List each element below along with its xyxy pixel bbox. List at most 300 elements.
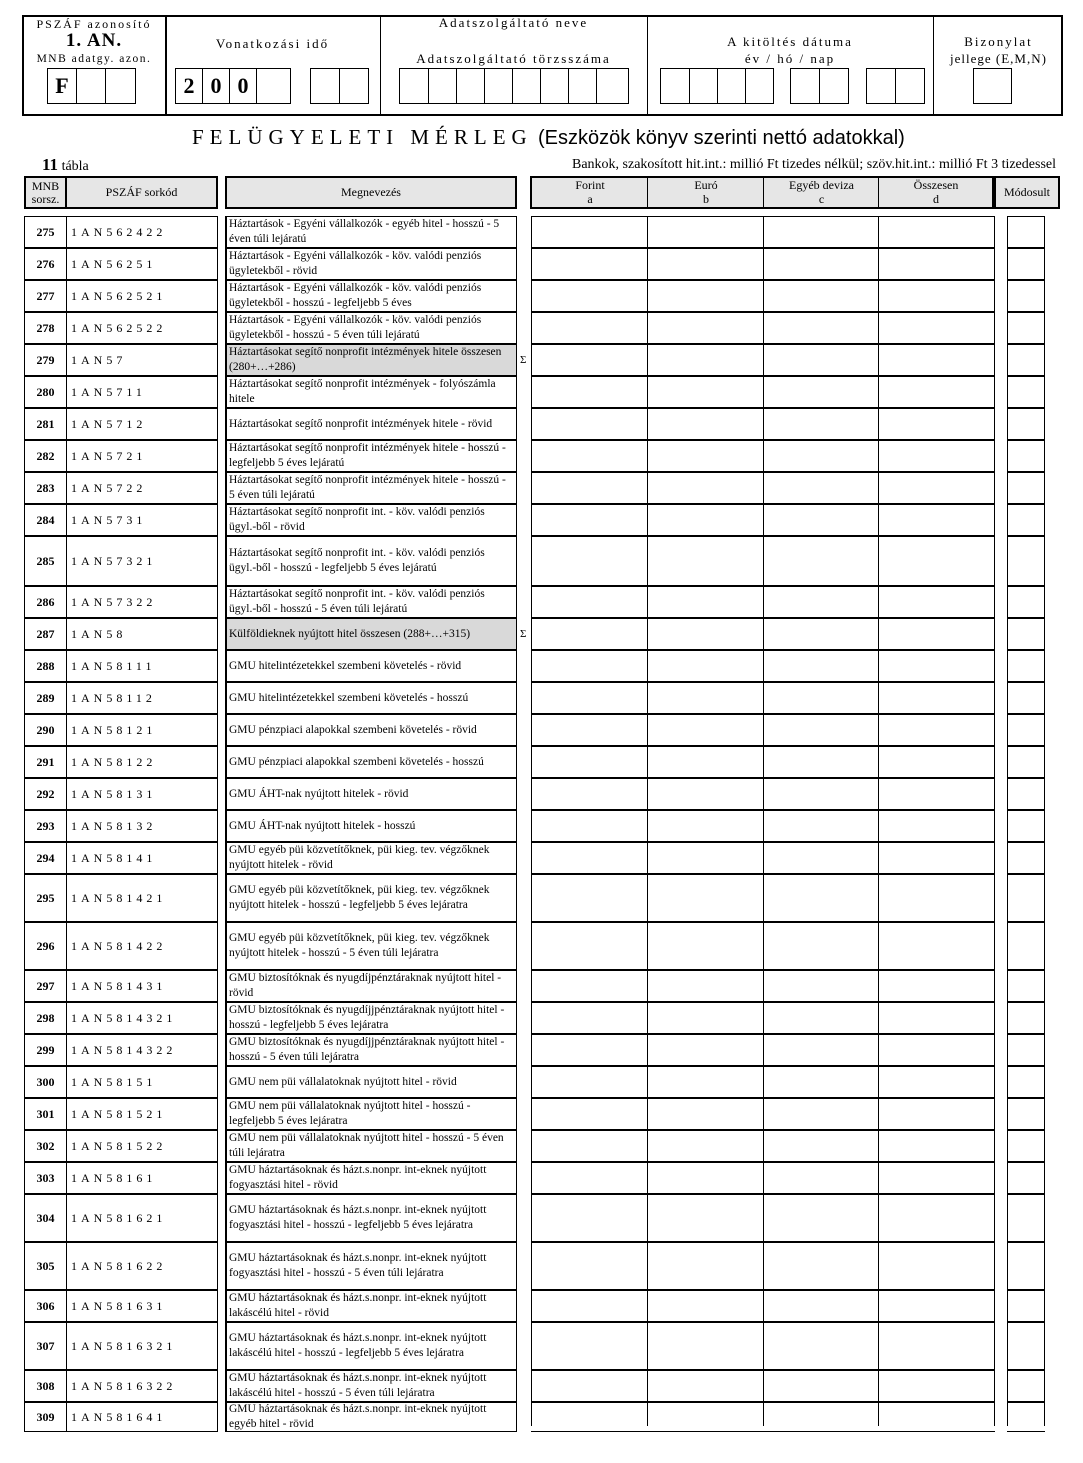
value-cell-egyeb[interactable]: [763, 586, 879, 618]
value-cell-euro[interactable]: [647, 1162, 764, 1194]
value-cell-osszesen[interactable]: [878, 1402, 995, 1432]
row-description: Háztartásokat segítő nonprofit int. - köv. valódi penziós ügyl.-ből - hosszú - 5 éven túli lejáratú: [225, 586, 517, 618]
value-cell-euro[interactable]: [647, 810, 764, 842]
value-cell-modosult[interactable]: [1007, 408, 1045, 440]
value-cell-forint[interactable]: [531, 312, 648, 344]
value-cell-modosult[interactable]: [1007, 1066, 1045, 1098]
value-cell-egyeb[interactable]: [763, 746, 879, 778]
value-cell-euro[interactable]: [647, 1098, 764, 1130]
mnb-box-2[interactable]: [76, 68, 106, 104]
row-number: 298: [24, 1002, 66, 1034]
value-cell-egyeb[interactable]: [763, 922, 879, 970]
value-cell-egyeb[interactable]: [763, 248, 879, 280]
value-cell-egyeb[interactable]: [763, 280, 879, 312]
value-cell-euro[interactable]: [647, 874, 764, 922]
table-row: [0, 746, 1083, 778]
value-cell-forint[interactable]: [531, 970, 648, 1002]
value-cell-osszesen[interactable]: [878, 440, 995, 472]
value-cell-osszesen[interactable]: [878, 1242, 995, 1290]
col-megnevezes-header: Megnevezés: [225, 176, 517, 209]
value-cell-forint[interactable]: [531, 1370, 648, 1402]
col-pszaf-header: PSZÁF sorkód: [66, 176, 218, 209]
value-cell-egyeb[interactable]: [763, 1002, 879, 1034]
value-cell-osszesen[interactable]: [878, 746, 995, 778]
unit-note: Bankok, szakosított hit.int.: millió Ft tizedes nélkül; szöv.hit.int.: millió Ft 3 tizedessel: [571, 157, 1056, 172]
col-mnb-header: MNB sorsz.: [24, 176, 66, 209]
value-cell-osszesen[interactable]: [878, 280, 995, 312]
row-number: 300: [24, 1066, 66, 1098]
value-cell-osszesen[interactable]: [878, 344, 995, 376]
value-cell-euro[interactable]: [647, 1242, 764, 1290]
col-egyeb-header: Egyéb deviza c: [789, 178, 854, 206]
value-cell-modosult[interactable]: [1007, 922, 1045, 970]
row-number: 297: [24, 970, 66, 1002]
value-cell-osszesen[interactable]: [878, 842, 995, 874]
value-cell-modosult[interactable]: [1007, 1098, 1045, 1130]
row-description: GMU nem püi vállalatoknak nyújtott hitel - hosszú - legfeljebb 5 éves lejáratra: [225, 1098, 517, 1130]
row-code: 1AN562521: [66, 280, 218, 312]
value-cell-osszesen[interactable]: [878, 618, 995, 650]
row-code: 1AN581521: [66, 1098, 218, 1130]
row-description: GMU pénzpiaci alapokkal szembeni követelés - hosszú: [225, 746, 517, 778]
value-cell-modosult[interactable]: [1007, 536, 1045, 586]
row-description: Külföldieknek nyújtott hitel összesen (288+…+315): [225, 618, 517, 650]
year-box-4[interactable]: [256, 68, 291, 104]
adatszolgaltato-torzsszama: Adatszolgáltató törzsszáma: [416, 51, 611, 66]
value-cell-osszesen[interactable]: [878, 586, 995, 618]
value-cell-euro[interactable]: [647, 1130, 764, 1162]
date-year-box-1[interactable]: [660, 68, 690, 104]
date-year-box-4[interactable]: [745, 68, 774, 104]
value-cell-egyeb[interactable]: [763, 504, 879, 536]
value-cell-egyeb[interactable]: [763, 1402, 879, 1432]
row-code: 1AN58131: [66, 778, 218, 810]
torzsszam-box-7[interactable]: [568, 68, 597, 104]
value-cell-forint[interactable]: [531, 1322, 648, 1370]
value-cell-osszesen[interactable]: [878, 1194, 995, 1242]
value-cell-osszesen[interactable]: [878, 504, 995, 536]
value-cell-osszesen[interactable]: [878, 1322, 995, 1370]
value-cell-forint[interactable]: [531, 746, 648, 778]
value-cell-forint[interactable]: [531, 810, 648, 842]
value-cell-modosult[interactable]: [1007, 618, 1045, 650]
value-cell-osszesen[interactable]: [878, 376, 995, 408]
row-code: 1AN58141: [66, 842, 218, 874]
value-cell-forint[interactable]: [531, 714, 648, 746]
value-cell-forint[interactable]: [531, 1290, 648, 1322]
value-cell-forint[interactable]: [531, 778, 648, 810]
torzsszam-box-6[interactable]: [540, 68, 569, 104]
row-description: GMU egyéb püi közvetítőknek, püi kieg. tev. végzőknek nyújtott hitelek - hosszú - legfeljebb 5 éves lejáratra: [225, 874, 517, 922]
row-code: 1AN5712: [66, 408, 218, 440]
row-code: 1AN581522: [66, 1130, 218, 1162]
table-row: [0, 280, 1083, 312]
value-cell-egyeb[interactable]: [763, 1098, 879, 1130]
value-cell-modosult[interactable]: [1007, 970, 1045, 1002]
table-row: [0, 1002, 1083, 1034]
row-code: 1AN58111: [66, 650, 218, 682]
table-row: [0, 536, 1083, 586]
value-cell-egyeb[interactable]: [763, 714, 879, 746]
row-code: 1AN581422: [66, 922, 218, 970]
header-divider-3: [647, 15, 648, 116]
row-number: 295: [24, 874, 66, 922]
value-cell-osszesen[interactable]: [878, 408, 995, 440]
header-divider-4: [933, 15, 934, 116]
row-number: 278: [24, 312, 66, 344]
month-box-1[interactable]: [310, 68, 340, 104]
value-cell-modosult[interactable]: [1007, 472, 1045, 504]
row-code: 1AN5816321: [66, 1322, 218, 1370]
value-cell-egyeb[interactable]: [763, 1130, 879, 1162]
value-cell-euro[interactable]: [647, 618, 764, 650]
kitoltes-sub: év / hó / nap: [744, 51, 836, 66]
row-code: 1AN5711: [66, 376, 218, 408]
value-cell-modosult[interactable]: [1007, 714, 1045, 746]
table-row: [0, 970, 1083, 1002]
value-cell-egyeb[interactable]: [763, 472, 879, 504]
value-cell-forint[interactable]: [531, 1098, 648, 1130]
value-cell-forint[interactable]: [531, 1242, 648, 1290]
value-cell-modosult[interactable]: [1007, 248, 1045, 280]
date-month-box-1[interactable]: [790, 68, 820, 104]
value-cell-modosult[interactable]: [1007, 1370, 1045, 1402]
value-cell-osszesen[interactable]: [878, 536, 995, 586]
mnb-label: MNB adatgy. azon.: [36, 53, 152, 65]
value-cell-egyeb[interactable]: [763, 1162, 879, 1194]
value-cell-modosult[interactable]: [1007, 1162, 1045, 1194]
row-number: 279: [24, 344, 66, 376]
value-cell-modosult[interactable]: [1007, 1402, 1045, 1432]
value-cell-forint[interactable]: [531, 618, 648, 650]
value-cell-forint[interactable]: [531, 1402, 648, 1432]
value-cell-forint[interactable]: [531, 682, 648, 714]
value-cell-forint[interactable]: [531, 504, 648, 536]
month-box-2[interactable]: [339, 68, 369, 104]
value-cell-osszesen[interactable]: [878, 248, 995, 280]
value-cell-modosult[interactable]: [1007, 376, 1045, 408]
value-cell-euro[interactable]: [647, 312, 764, 344]
value-cell-modosult[interactable]: [1007, 682, 1045, 714]
row-number: 305: [24, 1242, 66, 1290]
value-cell-osszesen[interactable]: [878, 682, 995, 714]
value-cell-forint[interactable]: [531, 440, 648, 472]
value-cell-euro[interactable]: [647, 650, 764, 682]
value-cell-euro[interactable]: [647, 504, 764, 536]
value-cell-osszesen[interactable]: [878, 1370, 995, 1402]
row-description: GMU háztartásoknak és házt.s.nonpr. int-eknek nyújtott lakáscélú hitel - hosszú - legfeljebb 5 éves lejáratra: [225, 1322, 517, 1370]
value-cell-forint[interactable]: [531, 1034, 648, 1066]
value-cell-modosult[interactable]: [1007, 586, 1045, 618]
row-code: 1AN58151: [66, 1066, 218, 1098]
value-cell-euro[interactable]: [647, 778, 764, 810]
value-cell-osszesen[interactable]: [878, 312, 995, 344]
value-cell-egyeb[interactable]: [763, 650, 879, 682]
table-row: [0, 408, 1083, 440]
value-cell-osszesen[interactable]: [878, 874, 995, 922]
row-description: GMU hitelintézetekkel szembeni követelés - rövid: [225, 650, 517, 682]
value-cell-egyeb[interactable]: [763, 778, 879, 810]
value-cell-egyeb[interactable]: [763, 1290, 879, 1322]
col-euro-header: Euró b: [694, 178, 718, 206]
value-cell-forint[interactable]: [531, 408, 648, 440]
value-cell-egyeb[interactable]: [763, 682, 879, 714]
value-cell-forint[interactable]: [531, 1162, 648, 1194]
value-cell-osszesen[interactable]: [878, 970, 995, 1002]
value-cell-egyeb[interactable]: [763, 536, 879, 586]
row-number: 284: [24, 504, 66, 536]
pszaf-label: PSZÁF azonosító: [36, 17, 152, 31]
value-cell-modosult[interactable]: [1007, 1130, 1045, 1162]
row-description: Háztartásokat segítő nonprofit int. - köv. valódi penziós ügyl.-ből - rövid: [225, 504, 517, 536]
value-cell-euro[interactable]: [647, 714, 764, 746]
date-year-box-2[interactable]: [689, 68, 718, 104]
value-cell-forint[interactable]: [531, 922, 648, 970]
value-cell-osszesen[interactable]: [878, 778, 995, 810]
value-cell-euro[interactable]: [647, 1402, 764, 1432]
date-year-box-3[interactable]: [717, 68, 746, 104]
value-cell-egyeb[interactable]: [763, 1194, 879, 1242]
torzsszam-box-5[interactable]: [512, 68, 541, 104]
value-cell-euro[interactable]: [647, 280, 764, 312]
row-description: GMU egyéb püi közvetítőknek, püi kieg. tev. végzőknek nyújtott hitelek - rövid: [225, 842, 517, 874]
torzsszam-box-8[interactable]: [596, 68, 629, 104]
row-number: 293: [24, 810, 66, 842]
row-code: 1AN581631: [66, 1290, 218, 1322]
table-row: [0, 1162, 1083, 1194]
table-row: [0, 1098, 1083, 1130]
table-row: [0, 376, 1083, 408]
value-cell-modosult[interactable]: [1007, 778, 1045, 810]
row-code: 1AN58112: [66, 682, 218, 714]
col-modosult-header: Módosult: [994, 176, 1060, 209]
value-cell-modosult[interactable]: [1007, 216, 1045, 248]
row-code: 1AN581622: [66, 1242, 218, 1290]
value-cell-egyeb[interactable]: [763, 408, 879, 440]
date-month-box-2[interactable]: [819, 68, 849, 104]
value-cell-osszesen[interactable]: [878, 216, 995, 248]
mnb-box-1[interactable]: F: [47, 68, 77, 104]
value-cell-euro[interactable]: [647, 1290, 764, 1322]
value-cell-modosult[interactable]: [1007, 650, 1045, 682]
value-cell-euro[interactable]: [647, 440, 764, 472]
mnb-box-3[interactable]: [105, 68, 136, 104]
row-number: 286: [24, 586, 66, 618]
value-cell-modosult[interactable]: [1007, 1242, 1045, 1290]
row-code: 1AN5814321: [66, 1002, 218, 1034]
value-cell-egyeb[interactable]: [763, 1370, 879, 1402]
value-cell-osszesen[interactable]: [878, 810, 995, 842]
value-cell-forint[interactable]: [531, 842, 648, 874]
value-cell-egyeb[interactable]: [763, 1034, 879, 1066]
value-cell-forint[interactable]: [531, 344, 648, 376]
value-cell-osszesen[interactable]: [878, 1002, 995, 1034]
value-cell-forint[interactable]: [531, 874, 648, 922]
table-row: [0, 504, 1083, 536]
table-row: [0, 1066, 1083, 1098]
value-cell-euro[interactable]: [647, 408, 764, 440]
value-cell-euro[interactable]: [647, 344, 764, 376]
value-cell-forint[interactable]: [531, 376, 648, 408]
row-description: GMU egyéb püi közvetítőknek, püi kieg. tev. végzőknek nyújtott hitelek - hosszú - 5 éven túli lejáratra: [225, 922, 517, 970]
value-cell-egyeb[interactable]: [763, 376, 879, 408]
row-description: GMU hitelintézetekkel szembeni követelés - hosszú: [225, 682, 517, 714]
torzsszam-box-3[interactable]: [456, 68, 485, 104]
value-cell-egyeb[interactable]: [763, 440, 879, 472]
value-cell-osszesen[interactable]: [878, 650, 995, 682]
row-number: 304: [24, 1194, 66, 1242]
value-cell-euro[interactable]: [647, 842, 764, 874]
row-code: 1AN5816322: [66, 1370, 218, 1402]
bizonylat-box[interactable]: [973, 68, 1012, 104]
value-cell-egyeb[interactable]: [763, 312, 879, 344]
row-code: 1AN58132: [66, 810, 218, 842]
row-number: 277: [24, 280, 66, 312]
value-cell-euro[interactable]: [647, 472, 764, 504]
row-description: GMU pénzpiaci alapokkal szembeni követelés - rövid: [225, 714, 517, 746]
torzsszam-box-2[interactable]: [428, 68, 457, 104]
value-cell-euro[interactable]: [647, 970, 764, 1002]
table-row: [0, 1290, 1083, 1322]
value-cell-modosult[interactable]: [1007, 280, 1045, 312]
value-cell-euro[interactable]: [647, 1066, 764, 1098]
table-row: [0, 1370, 1083, 1402]
value-cell-euro[interactable]: [647, 682, 764, 714]
value-cell-euro[interactable]: [647, 922, 764, 970]
value-cell-forint[interactable]: [531, 536, 648, 586]
value-cell-egyeb[interactable]: [763, 842, 879, 874]
header-divider-2: [380, 15, 381, 116]
table-row: [0, 1402, 1083, 1432]
value-cell-euro[interactable]: [647, 586, 764, 618]
value-cell-osszesen[interactable]: [878, 472, 995, 504]
value-cell-euro[interactable]: [647, 1194, 764, 1242]
value-cell-forint[interactable]: [531, 280, 648, 312]
row-code: 1AN5721: [66, 440, 218, 472]
value-cell-osszesen[interactable]: [878, 1034, 995, 1066]
value-cell-forint[interactable]: [531, 216, 648, 248]
value-cell-egyeb[interactable]: [763, 1242, 879, 1290]
value-cell-egyeb[interactable]: [763, 1066, 879, 1098]
table-row: [0, 586, 1083, 618]
value-cell-modosult[interactable]: [1007, 842, 1045, 874]
value-cell-euro[interactable]: [647, 216, 764, 248]
value-cell-modosult[interactable]: [1007, 1002, 1045, 1034]
value-cell-euro[interactable]: [647, 1322, 764, 1370]
row-code: 1AN57321: [66, 536, 218, 586]
value-cell-modosult[interactable]: [1007, 1322, 1045, 1370]
value-cell-euro[interactable]: [647, 1034, 764, 1066]
row-description: GMU háztartásoknak és házt.s.nonpr. int-eknek nyújtott fogyasztási hitel - rövid: [225, 1162, 517, 1194]
value-cell-modosult[interactable]: [1007, 312, 1045, 344]
value-cell-modosult[interactable]: [1007, 1290, 1045, 1322]
value-cell-osszesen[interactable]: [878, 1290, 995, 1322]
value-cell-modosult[interactable]: [1007, 504, 1045, 536]
row-code: 1AN5722: [66, 472, 218, 504]
row-description: GMU háztartásoknak és házt.s.nonpr. int-eknek nyújtott fogyasztási hitel - hosszú - 5 éven túli lejáratra: [225, 1242, 517, 1290]
value-cell-euro[interactable]: [647, 376, 764, 408]
torzsszam-box-1[interactable]: [399, 68, 429, 104]
value-cell-modosult[interactable]: [1007, 440, 1045, 472]
hdr-sep-3: [878, 177, 879, 208]
value-cell-osszesen[interactable]: [878, 922, 995, 970]
title-paren: (Eszközök könyv szerinti nettó adatokkal): [537, 127, 905, 149]
value-cell-modosult[interactable]: [1007, 1034, 1045, 1066]
value-cell-osszesen[interactable]: [878, 1066, 995, 1098]
year-box-3[interactable]: 0: [229, 68, 257, 104]
value-cell-osszesen[interactable]: [878, 1098, 995, 1130]
row-description: Háztartásokat segítő nonprofit intézmények hitele - rövid: [225, 408, 517, 440]
row-description: GMU háztartásoknak és házt.s.nonpr. int-eknek nyújtott lakáscélú hitel - hosszú - 5 éven túli lejáratra: [225, 1370, 517, 1402]
row-description: Háztartásokat segítő nonprofit intézmények hitele - hosszú - legfeljebb 5 éves lejáratú: [225, 440, 517, 472]
value-cell-euro[interactable]: [647, 536, 764, 586]
date-day-box-2[interactable]: [895, 68, 925, 104]
value-cell-modosult[interactable]: [1007, 810, 1045, 842]
value-cell-modosult[interactable]: [1007, 1194, 1045, 1242]
value-cell-modosult[interactable]: [1007, 874, 1045, 922]
value-cell-egyeb[interactable]: [763, 618, 879, 650]
col-forint-header: Forint a: [575, 178, 605, 206]
row-code: 1AN562522: [66, 312, 218, 344]
value-cell-forint[interactable]: [531, 1002, 648, 1034]
value-cell-forint[interactable]: [531, 650, 648, 682]
row-description: GMU háztartásoknak és házt.s.nonpr. int-eknek nyújtott egyéb hitel - rövid: [225, 1402, 517, 1432]
value-cell-egyeb[interactable]: [763, 216, 879, 248]
row-description: GMU nem püi vállalatoknak nyújtott hitel - hosszú - 5 éven túli lejáratra: [225, 1130, 517, 1162]
row-code: 1AN581641: [66, 1402, 218, 1432]
value-cell-egyeb[interactable]: [763, 344, 879, 376]
row-number: 309: [24, 1402, 66, 1432]
table-row: [0, 778, 1083, 810]
value-cell-forint[interactable]: [531, 248, 648, 280]
value-cell-egyeb[interactable]: [763, 810, 879, 842]
value-cell-forint[interactable]: [531, 586, 648, 618]
value-cell-osszesen[interactable]: [878, 714, 995, 746]
value-cell-euro[interactable]: [647, 1370, 764, 1402]
row-description: Háztartások - Egyéni vállalkozók - köv. valódi penziós ügyletekből - hosszú - legfeljebb 5 éves: [225, 280, 517, 312]
value-cell-forint[interactable]: [531, 472, 648, 504]
value-cell-euro[interactable]: [647, 746, 764, 778]
row-number: 296: [24, 922, 66, 970]
row-number: 292: [24, 778, 66, 810]
row-number: 288: [24, 650, 66, 682]
table-row: [0, 922, 1083, 970]
value-cell-egyeb[interactable]: [763, 970, 879, 1002]
value-cell-euro[interactable]: [647, 248, 764, 280]
value-cell-egyeb[interactable]: [763, 1322, 879, 1370]
row-code: 1AN581431: [66, 970, 218, 1002]
value-cell-modosult[interactable]: [1007, 344, 1045, 376]
year-box-2[interactable]: 0: [202, 68, 230, 104]
value-cell-egyeb[interactable]: [763, 874, 879, 922]
row-number: 301: [24, 1098, 66, 1130]
row-code: 1AN5814322: [66, 1034, 218, 1066]
torzsszam-box-4[interactable]: [484, 68, 513, 104]
value-cell-forint[interactable]: [531, 1194, 648, 1242]
sigma-mark: Σ: [520, 354, 527, 366]
year-box-1[interactable]: 2: [175, 68, 203, 104]
value-cell-forint[interactable]: [531, 1066, 648, 1098]
value-cell-forint[interactable]: [531, 1130, 648, 1162]
date-day-box-1[interactable]: [866, 68, 896, 104]
value-cell-modosult[interactable]: [1007, 746, 1045, 778]
value-cell-osszesen[interactable]: [878, 1130, 995, 1162]
row-number: 276: [24, 248, 66, 280]
table-row: [0, 1130, 1083, 1162]
value-cell-euro[interactable]: [647, 1002, 764, 1034]
row-code: 1AN58: [66, 618, 218, 650]
value-cell-osszesen[interactable]: [878, 1162, 995, 1194]
